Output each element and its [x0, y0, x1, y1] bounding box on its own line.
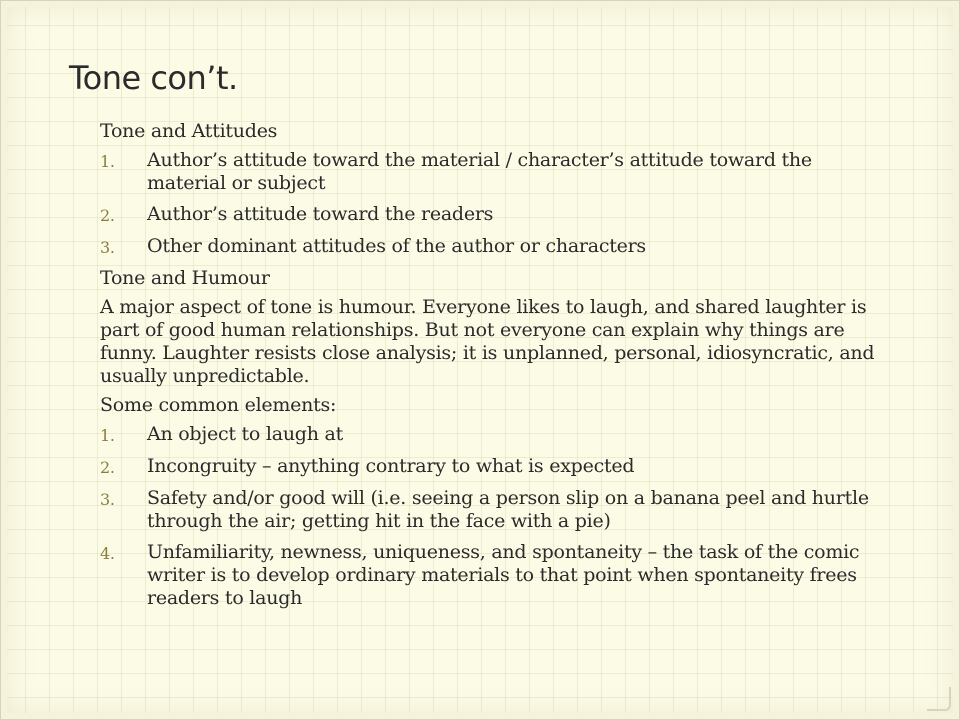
list-number: 2. — [100, 458, 115, 477]
list-item — [100, 487, 890, 533]
list-item — [100, 235, 890, 259]
list-item — [100, 149, 890, 195]
list-number: 1. — [100, 426, 115, 445]
list-item-text: Incongruity – anything contrary to what is expected — [147, 455, 635, 477]
list-number: 3. — [100, 490, 115, 509]
slide-title: Tone con’t. — [69, 59, 238, 97]
list-item — [100, 455, 890, 479]
list-item — [100, 203, 890, 227]
slide-body — [100, 120, 890, 618]
list-item — [100, 423, 890, 447]
list-number: 2. — [100, 206, 115, 225]
list-item — [100, 541, 890, 610]
list-item-text: An object to laugh at — [147, 423, 343, 445]
elements-list — [100, 423, 890, 610]
list-number: 3. — [100, 238, 115, 257]
list-item-text: Unfamiliarity, newness, uniqueness, and spontaneity – the task of the comic writer is to develop ordinary materials to that point when spontaneity frees readers to laugh — [147, 541, 860, 609]
elements-heading: Some common elements: — [100, 394, 337, 416]
page-corner-decoration — [927, 687, 951, 711]
heading-tone-and-humour: Tone and Humour — [100, 267, 270, 289]
humour-paragraph: A major aspect of tone is humour. Everyone likes to laugh, and shared laughter is part of good human relationships. But not everyone can explain why things are funny. Laughter resists close analysis; it is unplanned, personal, idiosyncratic, and usually unpredictable. — [100, 296, 875, 387]
list-item-text: Author’s attitude toward the material / character’s attitude toward the material or subject — [147, 149, 812, 194]
list-item-text: Author’s attitude toward the readers — [147, 203, 494, 225]
heading-tone-and-attitudes: Tone and Attitudes — [100, 120, 278, 142]
list-item-text: Safety and/or good will (i.e. seeing a person slip on a banana peel and hurtle through the air; getting hit in the face with a pie) — [147, 487, 869, 532]
list-number: 1. — [100, 152, 115, 171]
list-item-text: Other dominant attitudes of the author or characters — [147, 235, 646, 257]
attitudes-list — [100, 149, 890, 259]
list-number: 4. — [100, 544, 115, 563]
